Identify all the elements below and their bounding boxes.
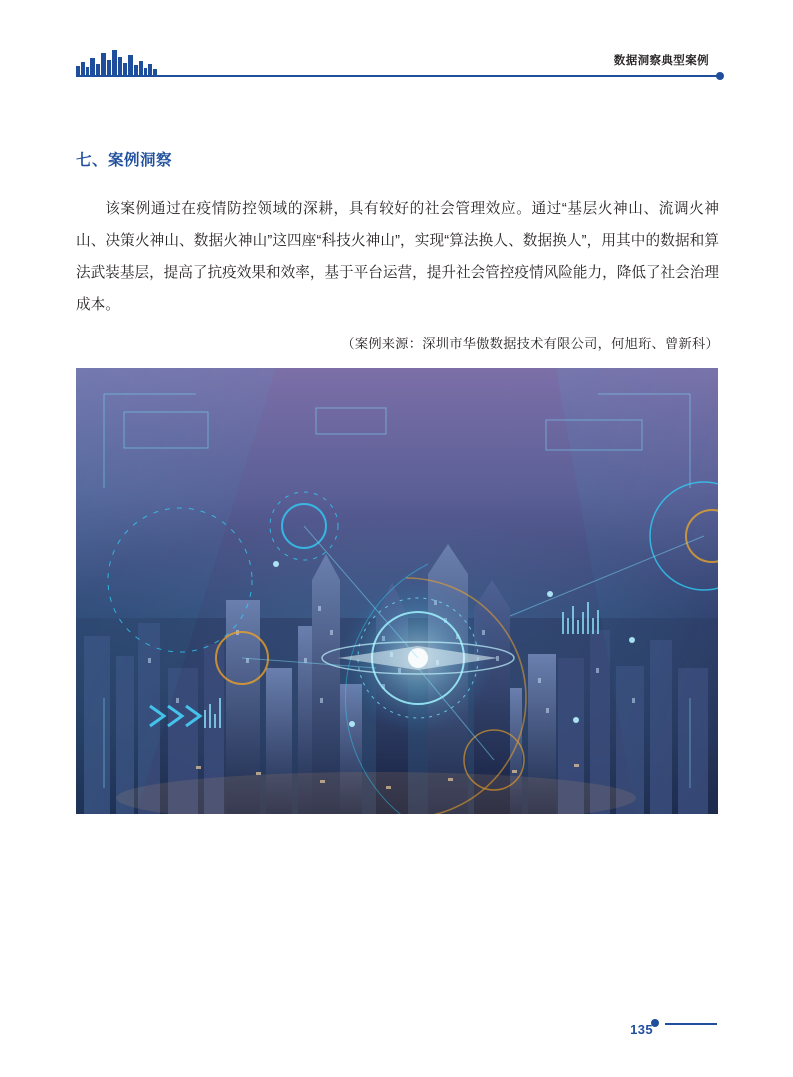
page-footer	[76, 1013, 717, 1033]
page-header	[76, 44, 717, 82]
section-heading: 七、案例洞察	[76, 152, 173, 169]
header-accent-dot	[716, 72, 724, 80]
page-number: 135	[630, 1022, 653, 1037]
body-paragraph: 该案例通过在疫情防控领域的深耕，具有较好的社会管理效应。通过“基层火神山、流调火神山、决策火神山、数据火神山”这四座“科技火神山”，实现“算法换人、数据换人”，用其中的数据和算法武装基层，提高了抗疫效果和效率，基于平台运营，提升社会管控疫情风险能力，降低了社会治理成本。	[76, 201, 719, 313]
figure-image	[76, 368, 718, 814]
footer-divider	[665, 1023, 717, 1025]
figure-smart-city	[76, 368, 718, 814]
header-title: 数据洞察典型案例	[613, 55, 709, 67]
header-divider	[76, 75, 717, 77]
city-skyline-icon	[76, 49, 158, 75]
source-attribution: （案例来源：深圳市华傲数据技术有限公司，何旭珩、曾新科）	[341, 337, 719, 352]
